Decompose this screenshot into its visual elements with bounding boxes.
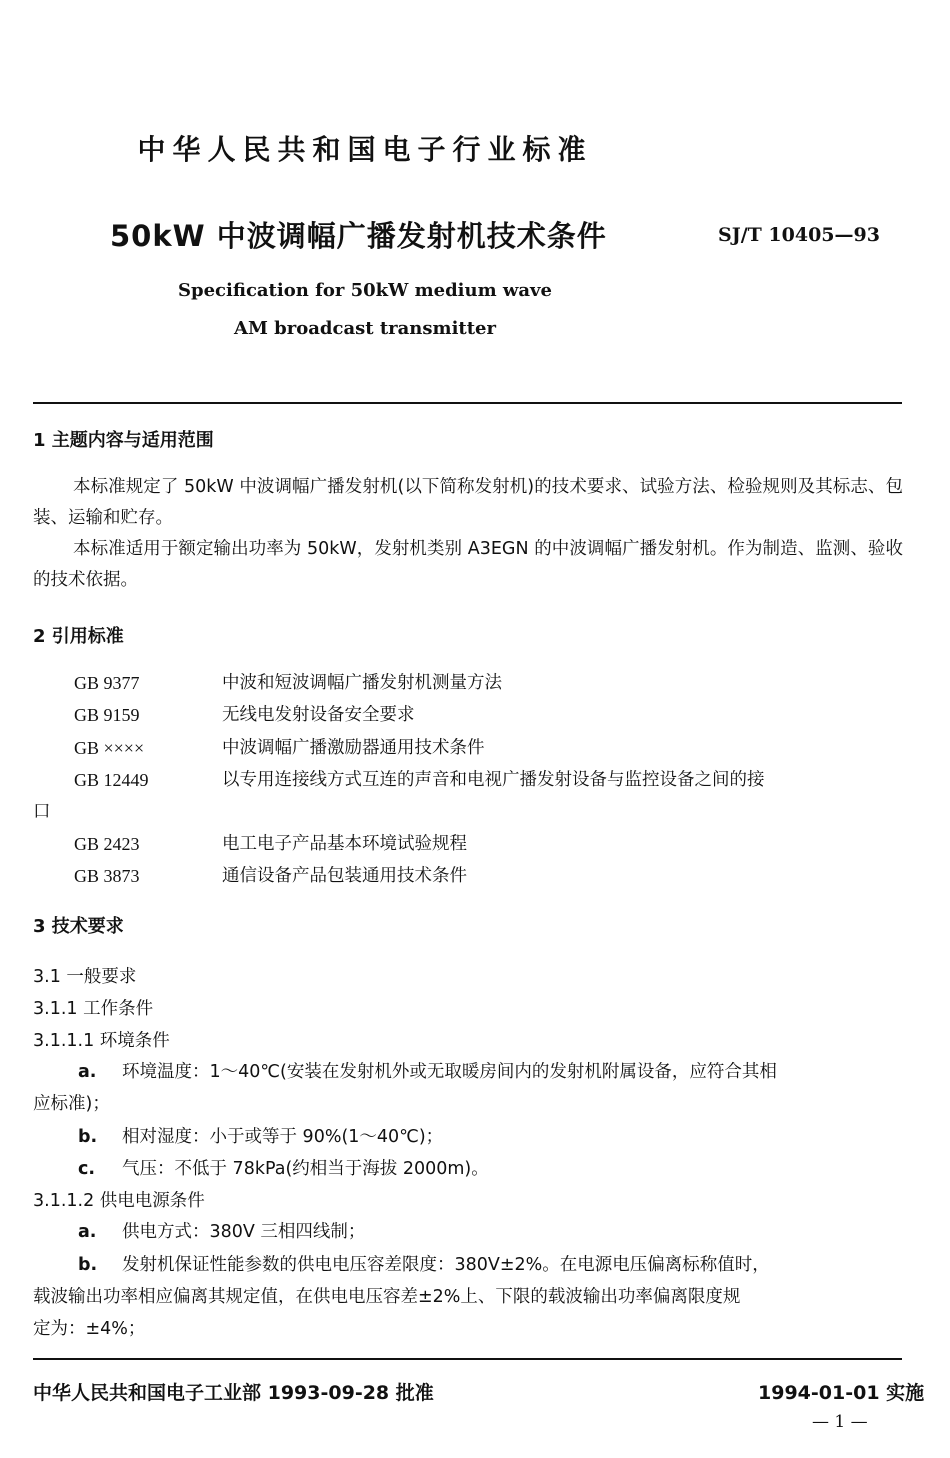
list-label: a.	[78, 1062, 97, 1082]
ref-title: 通信设备产品包装通用技术条件	[222, 866, 467, 886]
subsection-3-1-1-1-heading: 3.1.1.1 环境条件	[33, 1031, 170, 1051]
section-1-paragraph-2: 本标准适用于额定输出功率为 50kW，发射机类别 A3EGN 的中波调幅广播发射机。作为制造、监测、验收的技术依据。	[33, 539, 903, 590]
effective-date: 1994-01-01 实施	[758, 1382, 925, 1404]
ref-code: GB 12449	[74, 770, 149, 790]
list-item-continuation: 应标准)；	[33, 1094, 110, 1114]
ref-title-continuation: 口	[33, 802, 51, 822]
list-label: b.	[78, 1255, 98, 1275]
section-1-heading: 1 主题内容与适用范围	[33, 430, 214, 451]
ref-title: 电工电子产品基本环境试验规程	[222, 834, 467, 854]
ref-code: GB 9377	[74, 673, 140, 693]
standard-org-title: 中华人民共和国电子行业标准	[137, 133, 593, 166]
footer-divider	[33, 1358, 902, 1360]
list-item-text: 发射机保证性能参数的供电电压容差限度：380V±2%。在电源电压偏离标称值时，	[122, 1255, 770, 1275]
section-3-heading: 3 技术要求	[33, 916, 124, 937]
ref-code: GB ××××	[74, 738, 145, 758]
subsection-3-1-1-heading: 3.1.1 工作条件	[33, 999, 154, 1019]
list-label: a.	[78, 1222, 97, 1242]
subsection-3-1-1-2-heading: 3.1.1.2 供电电源条件	[33, 1191, 205, 1211]
section-2-heading: 2 引用标准	[33, 626, 124, 647]
list-item-text: 气压：不低于 78kPa(约相当于海拔 2000m)。	[122, 1159, 489, 1179]
standard-code: SJ/T 10405—93	[718, 224, 880, 246]
ref-title: 无线电发射设备安全要求	[222, 705, 415, 725]
ref-title: 中波调幅广播激励器通用技术条件	[222, 738, 485, 758]
ref-title: 中波和短波调幅广播发射机测量方法	[222, 673, 502, 693]
ref-code: GB 2423	[74, 834, 140, 854]
english-title-line-1: Specification for 50kW medium wave	[178, 280, 552, 301]
list-item-continuation: 定为：±4%；	[33, 1319, 146, 1339]
ref-title: 以专用连接线方式互连的声音和电视广播发射设备与监控设备之间的接	[222, 770, 765, 790]
section-1-paragraph-1: 本标准规定了 50kW 中波调幅广播发射机(以下简称发射机)的技术要求、试验方法、检验规则及其标志、包装、运输和贮存。	[33, 477, 903, 528]
page-number: — 1 —	[812, 1412, 868, 1432]
list-item-text: 供电方式：380V 三相四线制；	[122, 1222, 366, 1242]
english-title-line-2: AM broadcast transmitter	[234, 318, 496, 339]
subsection-3-1-heading: 3.1 一般要求	[33, 967, 137, 987]
list-item-text: 相对湿度：小于或等于 90%(1～40℃)；	[122, 1127, 444, 1147]
issuer-approval: 中华人民共和国电子工业部 1993-09-28 批准	[33, 1382, 434, 1404]
header-divider	[33, 402, 902, 404]
ref-code: GB 3873	[74, 866, 140, 886]
list-label: c.	[78, 1159, 96, 1179]
list-item-continuation: 载波输出功率相应偏离其规定值，在供电电压容差±2%上、下限的载波输出功率偏离限度规	[33, 1287, 741, 1307]
list-item-text: 环境温度：1～40℃(安装在发射机外或无取暖房间内的发射机附属设备，应符合其相	[122, 1062, 777, 1082]
document-title: 50kW 中波调幅广播发射机技术条件	[110, 219, 607, 253]
ref-code: GB 9159	[74, 705, 140, 725]
list-label: b.	[78, 1127, 98, 1147]
